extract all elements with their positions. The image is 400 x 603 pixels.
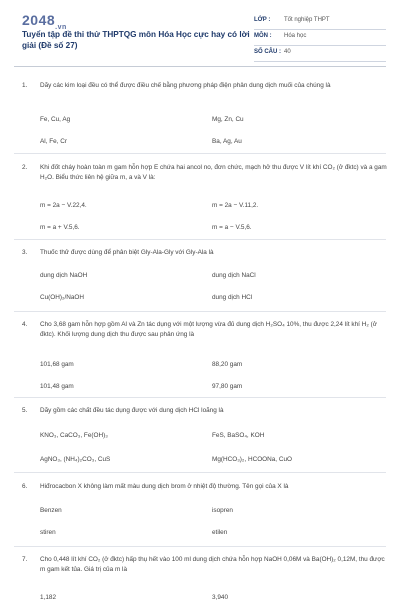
info-value: Hóa học [284, 33, 307, 39]
option-d[interactable]: dung dịch HCl [212, 294, 253, 301]
option-c[interactable]: m = a + V.5,6. [40, 224, 80, 231]
header-divider [14, 66, 386, 67]
info-row-subject [254, 30, 386, 46]
question-number: 2. [22, 164, 28, 171]
question-stem: Cho 0,448 lít khí CO₂ (ở đktc) hấp thụ hết vào 100 ml dung dịch chứa hỗn hợp NaOH 0,06M và Ba(OH)₂ 0,12M, thu được m gam kết tủa. Giá trị của m là [40, 556, 385, 573]
option-b[interactable]: isopren [212, 507, 233, 514]
option-a[interactable]: 1,182 [40, 594, 56, 601]
info-label: SỐ CÂU : [254, 49, 281, 55]
info-row-class [254, 14, 386, 30]
question-divider [14, 153, 386, 154]
info-label: LỚP : [254, 17, 271, 23]
option-a[interactable]: Fe, Cu, Ag [40, 116, 71, 123]
question-divider [14, 546, 386, 547]
option-a[interactable]: m = 2a − V.22,4. [40, 202, 87, 209]
question-stem: Dãy gồm các chất đều tác dụng được với dung dịch HCl loãng là [40, 407, 224, 414]
option-d[interactable]: etilen [212, 529, 228, 536]
question-number: 1. [22, 82, 28, 89]
info-label: MÔN : [254, 33, 272, 39]
option-d[interactable]: Mg(HCO₃)₂, HCOONa, CuO [212, 456, 293, 463]
question-number: 4. [22, 321, 28, 328]
option-b[interactable]: Mg, Zn, Cu [212, 116, 244, 123]
document-title: Tuyển tập đề thi thử THPTQG môn Hóa Học cực hay có lời giải (Đề số 27) [22, 30, 250, 50]
option-a[interactable]: KNO₃, CaCO₃, Fe(OH)₃ [40, 432, 108, 439]
option-b[interactable]: dung dịch NaCl [212, 272, 256, 279]
site-logo[interactable]: $2048_{.vn}$ [22, 12, 67, 31]
option-d[interactable]: m = a − V.5,6. [212, 224, 252, 231]
question-stem: Khi đốt cháy hoàn toàn m gam hỗn hợp E chứa hai ancol no, đơn chức, mạch hở thu được V lít khí CO₂ (ở đktc) và a gam H₂O. Biểu thức liên hệ giữa m, a và V là: [40, 164, 387, 181]
option-c[interactable]: AgNO₃, (NH₄)₂CO₃, CuS [40, 456, 111, 463]
option-c[interactable]: Al, Fe, Cr [40, 138, 67, 145]
info-value: 40 [284, 49, 291, 55]
document-header [0, 0, 400, 62]
option-a[interactable]: 101,68 gam [40, 361, 74, 368]
question-divider [14, 311, 386, 312]
option-b[interactable]: 88,20 gam [212, 361, 243, 368]
exam-info-panel [254, 14, 386, 62]
option-d[interactable]: 97,80 gam [212, 383, 243, 390]
option-c[interactable]: Cu(OH)₂/NaOH [40, 294, 85, 301]
option-b[interactable]: 3,940 [212, 594, 228, 601]
question-number: 5. [22, 407, 28, 414]
question-number: 3. [22, 249, 28, 256]
question-divider [14, 472, 386, 473]
option-b[interactable]: FeS, BaSO₄, KOH [212, 432, 265, 439]
option-c[interactable]: 101,48 gam [40, 383, 74, 390]
option-b[interactable]: m = 2a − V.11,2. [212, 202, 259, 209]
question-divider [14, 239, 386, 240]
question-stem: Thuốc thử được dùng để phân biệt Gly-Ala-Gly với Gly-Ala là [40, 249, 214, 256]
info-value: Tốt nghiệp THPT [284, 17, 330, 23]
question-stem: Cho 3,68 gam hỗn hợp gồm Al và Zn tác dụng với một lượng vừa đủ dung dịch H₂SO₄ 10%, thu được 2,24 lít khí H₂ (ở đktc). Khối lượng dung dịch thu được sau phản ứng là [40, 321, 377, 338]
question-divider [14, 397, 386, 398]
option-a[interactable]: Benzen [40, 507, 62, 514]
option-d[interactable]: Ba, Ag, Au [212, 138, 242, 145]
info-row-count [254, 46, 386, 62]
question-number: 6. [22, 483, 28, 490]
question-number: 7. [22, 556, 28, 563]
question-stem: Hiđrocacbon X không làm mất màu dung dịch brom ở nhiệt độ thường. Tên gọi của X là [40, 483, 289, 490]
question-stem: Dãy các kim loại đều có thể được điều chế bằng phương pháp điện phân dung dịch muối của chúng là [40, 82, 331, 89]
option-a[interactable]: dung dịch NaOH [40, 272, 88, 279]
option-c[interactable]: stiren [40, 529, 56, 536]
